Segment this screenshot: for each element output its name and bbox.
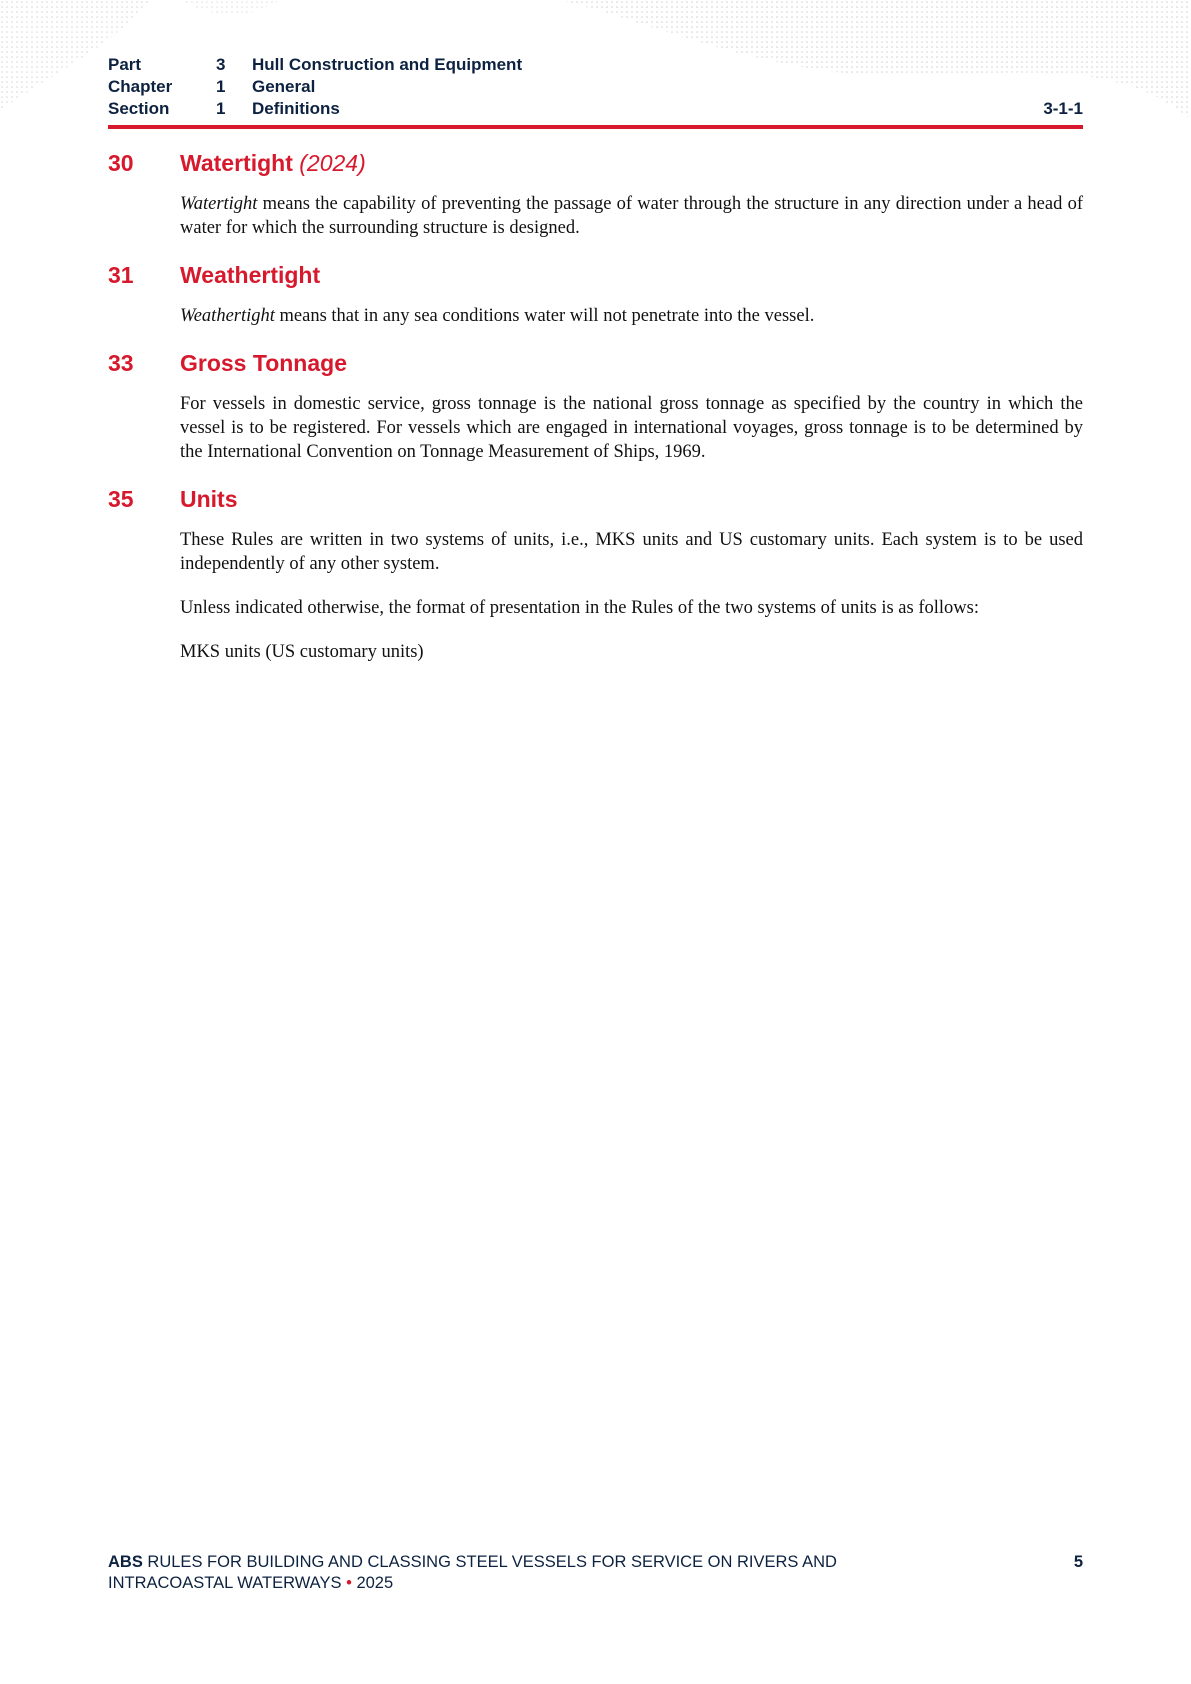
paragraph-text: means the capability of preventing the passage of water through the structure in any direction under a head of water for which the surrounding structure is designed.: [180, 194, 1083, 238]
section-number: 33: [108, 350, 134, 376]
header-title: Definitions: [252, 99, 340, 118]
section-title: [180, 150, 366, 177]
section-heading: [108, 350, 1083, 384]
footer-line-2: [108, 1573, 1083, 1594]
section-code: 3-1-1: [1043, 99, 1083, 118]
paragraph: [180, 304, 1083, 328]
header-label: Part: [108, 55, 142, 74]
header-row-chapter: [108, 76, 1083, 98]
paragraph: [180, 192, 1083, 240]
brand-name: ABS: [108, 1553, 143, 1571]
header-number: 1: [216, 77, 226, 96]
section-title: Weathertight: [180, 262, 321, 288]
section-units: [108, 486, 1083, 664]
header-label: Chapter: [108, 77, 173, 96]
section-title: Gross Tonnage: [180, 350, 347, 376]
section-number: 31: [108, 262, 134, 288]
paragraph-text: means that in any sea conditions water will not penetrate into the vessel.: [274, 306, 815, 326]
header-title: General: [252, 77, 316, 96]
section-number: 35: [108, 486, 134, 512]
section-title: Units: [180, 486, 238, 512]
footer-year: 2025: [356, 1574, 394, 1592]
separator-dot: •: [346, 1574, 352, 1592]
page-header: [108, 54, 1083, 120]
header-number: 1: [216, 99, 226, 118]
header-label: Section: [108, 99, 170, 118]
header-title: Hull Construction and Equipment: [252, 55, 523, 74]
footer-line-1: [108, 1552, 1083, 1573]
header-row-part: [108, 54, 1083, 76]
paragraph: For vessels in domestic service, gross tonnage is the national gross tonnage as specified by the country in which the vessel is to be registered. For vessels which are engaged in international voyages, gross tonnage is to be determined by the International Convention on Tonnage Measurement of Ships, 1969.: [180, 394, 1083, 462]
footer-title-part2: INTRACOASTAL WATERWAYS: [108, 1574, 342, 1592]
section-title-text: Watertight: [180, 150, 293, 176]
revision-annotation: (2024): [299, 150, 366, 176]
paragraph: Unless indicated otherwise, the format of presentation in the Rules of the two systems of units is as follows:: [180, 598, 979, 618]
page-footer: [108, 1552, 1083, 1594]
section-gross-tonnage: [108, 350, 1083, 464]
section-heading: [108, 486, 1083, 520]
header-number: 3: [216, 55, 226, 74]
page-number: 5: [1073, 1553, 1083, 1571]
section-watertight: [108, 150, 1083, 240]
section-number: 30: [108, 150, 134, 176]
section-heading: [108, 150, 1083, 184]
footer-title-part1: RULES FOR BUILDING AND CLASSING STEEL VESSELS FOR SERVICE ON RIVERS AND: [142, 1553, 837, 1571]
defined-term: Weathertight: [180, 306, 275, 326]
defined-term: Watertight: [180, 194, 258, 214]
section-weathertight: [108, 262, 1083, 328]
paragraph: MKS units (US customary units): [180, 642, 424, 662]
header-row-section: [108, 98, 1083, 120]
paragraph: These Rules are written in two systems of units, i.e., MKS units and US customary units. Each system is to be used independently of any other system.: [180, 530, 1083, 574]
section-heading: [108, 262, 1083, 296]
page-content: [108, 150, 1083, 686]
header-divider: [108, 125, 1083, 129]
